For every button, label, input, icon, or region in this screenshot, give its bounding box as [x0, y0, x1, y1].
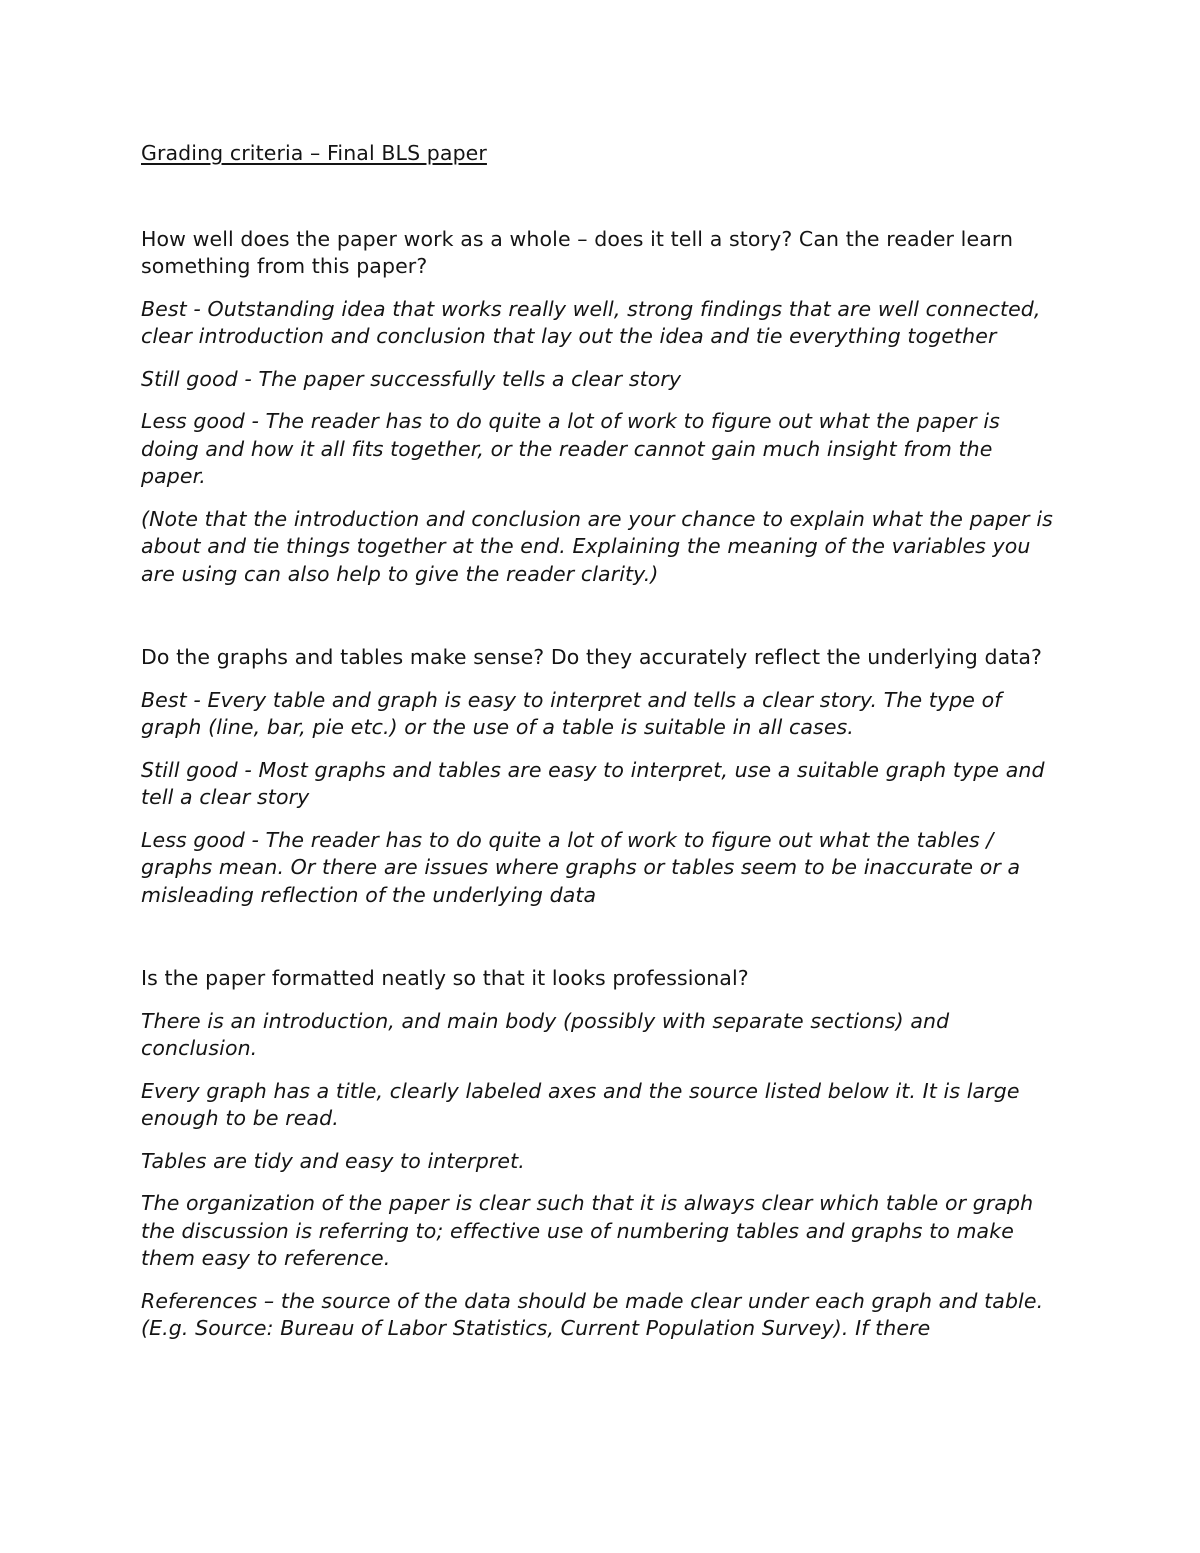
criterion-less-good: Less good - The reader has to do quite a lot of work to figure out what the tables / graphs mean. Or there are issues where graphs or tables seem to be inaccurate or a misleading reflection of the underlying data	[141, 827, 1021, 907]
criterion-graph-labels: Every graph has a title, clearly labeled axes and the source listed below it. It is large enough to be read.	[141, 1078, 1020, 1130]
criterion-best: Best - Every table and graph is easy to interpret and tells a clear story. The type of graph (line, bar, pie etc.) or the use of a table is suitable in all cases.	[141, 687, 1002, 739]
criterion-organization: The organization of the paper is clear such that it is always clear which table or graph the discussion is referring to; effective use of numbering tables and graphs to make them easy to reference.	[141, 1191, 1034, 1270]
section-question: Do the graphs and tables make sense? Do they accurately reflect the underlying data?	[141, 645, 1043, 669]
criterion-less-good: Less good - The reader has to do quite a lot of work to figure out what the paper is doing and how it all fits together, or the reader cannot gain much insight from the paper.	[141, 409, 1000, 488]
criterion-still-good: Still good - The paper successfully tells a clear story	[141, 366, 682, 391]
section-graphs-tables	[141, 644, 1061, 909]
criterion-still-good: Still good - Most graphs and tables are easy to interpret, use a suitable graph type and tell a clear story	[141, 757, 1045, 809]
criterion-structure: There is an introduction, and main body (possibly with separate sections) and conclusion.	[141, 1008, 950, 1060]
criterion-best: Best - Outstanding idea that works really well, strong findings that are well connected, clear introduction and conclusion that lay out the idea and tie everything together	[141, 296, 1041, 348]
section-formatting	[141, 965, 1061, 1343]
section-question: Is the paper formatted neatly so that it looks professional?	[141, 966, 749, 990]
criterion-note: (Note that the introduction and conclusion are your chance to explain what the paper is about and tie things together at the end. Explaining the meaning of the variables you are using can also help to give the reader clarity.)	[141, 506, 1053, 586]
document-page	[141, 140, 1061, 1358]
section-whole-paper	[141, 226, 1061, 589]
criterion-tables: Tables are tidy and easy to interpret.	[141, 1148, 525, 1173]
criterion-references: References – the source of the data should be made clear under each graph and table. (E.g. Source: Bureau of Labor Statistics, Current Population Survey). If there	[141, 1288, 1044, 1340]
section-question: How well does the paper work as a whole – does it tell a story? Can the reader learn something from this paper?	[141, 226, 1014, 278]
document-title: Grading criteria – Final BLS paper	[141, 141, 487, 165]
